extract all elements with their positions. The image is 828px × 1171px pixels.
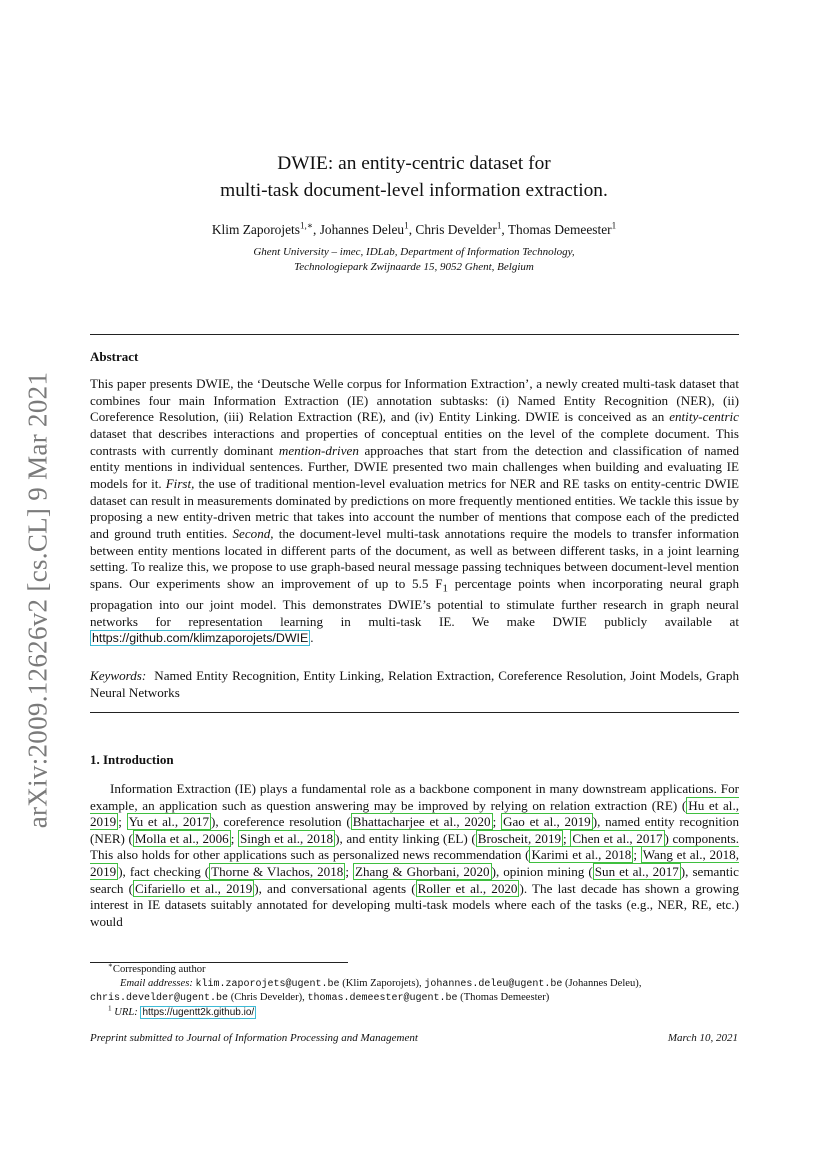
intro-text: ), fact checking ( — [118, 863, 210, 879]
citation-link[interactable]: Bhattacharjee et al., 2020 — [352, 814, 491, 830]
abstract-emphasis: mention-driven — [278, 442, 359, 458]
paper-title — [90, 150, 738, 204]
footer-preprint-note: Preprint submitted to Journal of Information Processing and Management — [90, 1032, 418, 1044]
abstract-text: the use of traditional mention-level evaluation metrics for NER and RE tasks on entity-centric DWIE dataset can result in measurements dominated by predictions on more frequently mentioned entities. We tackle this issue by proposing a new entity-driven metric that takes into account the number of mentions that compose each of the predicted and ground truth entities. — [90, 475, 739, 541]
citation-link[interactable]: Zhang & Ghorbani, 2020 — [354, 863, 490, 879]
email-label: Email addresses: — [120, 977, 193, 989]
intro-text: ), semantic search ( — [90, 863, 739, 896]
email-owner: (Klim Zaporojets), — [342, 977, 422, 989]
intro-text: ). The last decade has shown a growing interest in IE datasets suitably annotated for developing multi-task models where each of the tasks (e.g., NER, RE, etc.) would — [90, 880, 739, 929]
citation-link[interactable]: Yu et al., 2017 — [128, 814, 210, 830]
abstract-emphasis: Second, — [232, 525, 274, 541]
abstract-text: This paper presents DWIE, the ‘Deutsche Welle corpus for Information Extraction’, a newly created multi-task dataset that combines four main Information Extraction (IE) annotation subtasks: (i) Named Entity Recognition (NER), (ii) Coreference Resolution, (iii) Relation Extraction (RE), and (iv) Entity Linking. DWIE is conceived as an — [90, 376, 739, 425]
email-owner: (Johannes Deleu), — [565, 977, 642, 989]
footnote-text: Corresponding author — [112, 964, 206, 975]
intro-text: ), coreference resolution ( — [211, 814, 351, 830]
email-link[interactable]: chris.develder@ugent.be — [90, 993, 229, 1005]
author-name: Thomas Demeester — [507, 222, 612, 237]
footnotes — [90, 963, 739, 1019]
citation-link[interactable]: Sun et al., 2017 — [594, 863, 679, 879]
keywords-label: Keywords: — [90, 668, 147, 683]
dataset-github-link[interactable]: https://github.com/klimzaporojets/DWIE — [92, 631, 309, 646]
footnote-emails — [90, 977, 739, 1006]
introduction-paragraph — [90, 781, 739, 930]
intro-text: ; — [230, 830, 238, 846]
project-url-link[interactable]: https://ugentt2k.github.io/ — [142, 1006, 255, 1018]
footnote-url — [90, 1006, 739, 1020]
abstract-text: the document-level multi-task annotations require the models to transfer information between entity mentions located in different parts of the document, as well as between different tasks, in a joint learning setting. To realize this, we propose to use graph-based neural message passing techniques between document-level mention spans. Our experiments show an improvement of up to 5.5 F — [90, 525, 739, 591]
author-mark: 1,∗ — [299, 220, 313, 231]
footnote-mark: 1 — [108, 1004, 112, 1013]
intro-text: ; — [118, 814, 127, 830]
author-name: Chris Develder — [415, 222, 497, 237]
citation-link[interactable]: Wang et al., 2018, 2019 — [90, 847, 739, 879]
intro-text: ; — [492, 814, 502, 830]
email-owner: (Thomas Demeester) — [460, 992, 550, 1004]
abstract-top-rule — [90, 334, 739, 335]
keywords-text: Named Entity Recognition, Entity Linking, Relation Extraction, Coreference Resolution, Joint Models, Graph Neural Networks — [90, 668, 740, 700]
citation-link[interactable]: Gao et al., 2019 — [503, 814, 591, 830]
affiliation-line-2: Technologiepark Zwijnaarde 15, 9052 Ghent, Belgium — [294, 261, 534, 273]
abstract-emphasis: entity-centric — [669, 409, 739, 425]
intro-text: ), named entity recognition (NER) ( — [90, 814, 739, 846]
footnote-corresponding — [90, 963, 739, 977]
arxiv-identifier-stamp — [18, 360, 58, 840]
citation-link[interactable]: Cifariello et al., 2019 — [134, 880, 253, 896]
email-link[interactable]: johannes.deleu@ugent.be — [424, 978, 563, 990]
citation-link[interactable]: Chen et al., 2017 — [572, 830, 663, 846]
intro-text: ), and entity linking (EL) ( — [335, 830, 476, 846]
citation-link[interactable]: Molla et al., 2006 — [134, 830, 229, 846]
abstract-heading: Abstract — [90, 349, 139, 364]
author-mark: 1 — [611, 220, 617, 231]
abstract-emphasis: First, — [165, 475, 195, 491]
intro-text: Information Extraction (IE) plays a fundamental role as a backbone component in many downstream applications. For example, an application such as question answering may be improved by relying on relation extraction (RE) ( — [90, 781, 739, 813]
f1-subscript: 1 — [442, 582, 448, 595]
affiliation — [90, 245, 738, 275]
footnote-mark: ∗ — [108, 961, 113, 970]
citation-link[interactable]: Singh et al., 2018 — [239, 830, 334, 846]
title-line-1: DWIE: an entity-centric dataset for — [277, 153, 551, 174]
abstract-text: dataset that describes interactions and properties of conceptual entities on the level of the complete document. This contrasts with currently dominant — [90, 425, 739, 458]
citation-link[interactable]: Karimi et al., 2018 — [531, 847, 632, 863]
abstract-text: . — [310, 630, 314, 646]
abstract-body — [90, 376, 739, 647]
footer-date: March 10, 2021 — [667, 1032, 738, 1044]
author-mark: 1 — [496, 220, 502, 231]
intro-text: ) components. This also holds for other applications such as personalized news recommendation ( — [90, 830, 740, 863]
affiliation-line-1: Ghent University – imec, IDLab, Department of Information Technology, — [253, 246, 575, 258]
abstract-text: percentage points when incorporating neural graph propagation into our joint model. This demonstrates DWIE’s potential to stimulate further research in graph neural networks for representation learning in multi-task IE. We make DWIE publicly available at — [90, 575, 739, 629]
citation-link[interactable]: Thorne & Vlachos, 2018 — [211, 863, 344, 879]
author-mark: 1 — [404, 220, 409, 231]
intro-text: ), opinion mining ( — [491, 863, 593, 879]
section-heading-introduction: 1. Introduction — [90, 752, 174, 767]
title-line-2: multi-task document-level information extraction. — [220, 180, 608, 201]
email-owner: (Chris Develder), — [230, 992, 305, 1004]
email-link[interactable]: thomas.demeester@ugent.be — [307, 993, 458, 1005]
citation-link[interactable]: Broscheit, 2019 — [477, 830, 562, 846]
intro-text: ; — [345, 863, 353, 879]
arxiv-stamp-text: arXiv:2009.12626v2 [cs.CL] 9 Mar 2021 — [22, 371, 53, 829]
email-link[interactable]: klim.zaporojets@ugent.be — [195, 978, 340, 990]
author-name: Klim Zaporojets — [211, 222, 300, 237]
keywords — [90, 668, 739, 701]
author-list: Klim Zaporojets$^{1,∗}$, Johannes Deleu$^1$, Chris Develder$^1$, Thomas Demeester$^1$ — [211, 220, 617, 237]
intro-text: ; — [563, 830, 571, 846]
citation-link[interactable]: Roller et al., 2020 — [417, 880, 518, 896]
author-name: Johannes Deleu — [319, 222, 405, 237]
intro-text: ; — [633, 847, 641, 863]
abstract-bottom-rule — [90, 712, 739, 713]
citation-link[interactable]: Hu et al., 2019 — [90, 797, 739, 830]
intro-text: ), and conversational agents ( — [254, 880, 416, 896]
abstract-text: approaches that start from the detection and classification of named entity mentions in individual sentences. Further, DWIE presented two main challenges when building and evaluating IE models for it. — [90, 442, 739, 491]
url-label: URL: — [114, 1006, 138, 1018]
